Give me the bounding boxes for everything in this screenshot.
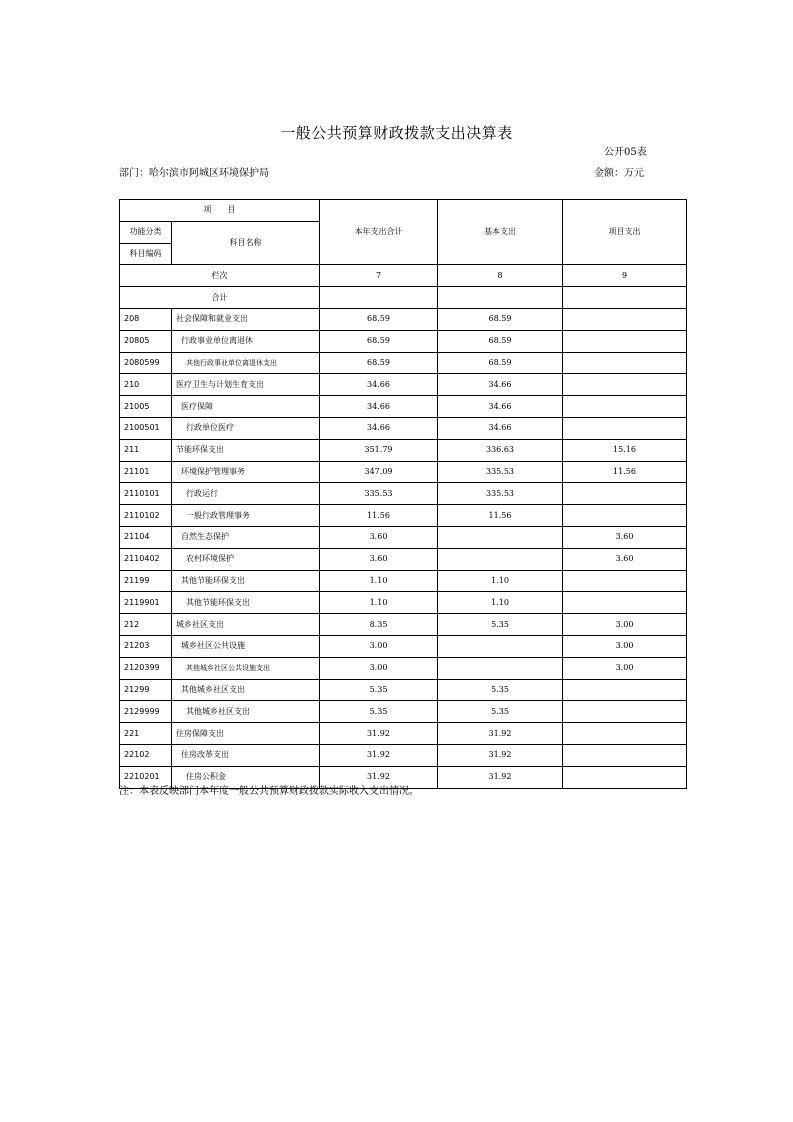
row-name: 自然生态保护 — [172, 526, 320, 548]
table-row — [120, 723, 687, 745]
row-code: 221 — [120, 723, 172, 745]
row-name: 城乡社区支出 — [172, 614, 320, 636]
table-row — [120, 657, 687, 679]
row-total: 3.60 — [320, 526, 438, 548]
row-total: 68.59 — [320, 330, 438, 352]
table-note: 注：本表反映部门本年度一般公共预算财政拨款实际收入支出情况。 — [119, 786, 419, 797]
table-row — [120, 374, 687, 396]
table-row — [120, 679, 687, 701]
table-row — [120, 635, 687, 657]
row-basic: 31.92 — [438, 766, 563, 788]
row-project: 3.60 — [563, 548, 687, 570]
sum-total — [320, 287, 438, 309]
row-project — [563, 744, 687, 766]
row-project — [563, 592, 687, 614]
row-name: 行政单位医疗 — [172, 417, 320, 439]
row-total: 3.00 — [320, 657, 438, 679]
table-row — [120, 483, 687, 505]
row-basic: 68.59 — [438, 308, 563, 330]
form-number: 公开05表 — [604, 147, 647, 158]
row-total: 68.59 — [320, 352, 438, 374]
row-project: 15.16 — [563, 439, 687, 461]
row-name: 其他节能环保支出 — [172, 592, 320, 614]
row-index-label: 栏次 — [120, 265, 320, 287]
row-total: 1.10 — [320, 592, 438, 614]
page-title: 一般公共预算财政拨款支出决算表 — [280, 124, 513, 142]
table-row — [120, 614, 687, 636]
row-project — [563, 330, 687, 352]
row-project — [563, 417, 687, 439]
row-project — [563, 723, 687, 745]
row-code: 21005 — [120, 396, 172, 418]
row-total: 351.79 — [320, 439, 438, 461]
row-total: 34.66 — [320, 396, 438, 418]
func-code-header-2: 科目编码 — [120, 243, 172, 265]
row-code: 22102 — [120, 744, 172, 766]
table-row — [120, 439, 687, 461]
row-project: 3.60 — [563, 526, 687, 548]
row-name: 其他城乡社区支出 — [172, 701, 320, 723]
row-code: 211 — [120, 439, 172, 461]
sum-project — [563, 287, 687, 309]
row-basic — [438, 635, 563, 657]
row-basic: 5.35 — [438, 679, 563, 701]
row-project — [563, 570, 687, 592]
row-total: 1.10 — [320, 570, 438, 592]
row-project — [563, 766, 687, 788]
row-code: 20805 — [120, 330, 172, 352]
row-name: 医疗保障 — [172, 396, 320, 418]
index-project: 9 — [563, 265, 687, 287]
row-total: 8.35 — [320, 614, 438, 636]
row-code: 2119901 — [120, 592, 172, 614]
row-total: 335.53 — [320, 483, 438, 505]
row-basic: 336.63 — [438, 439, 563, 461]
row-total: 5.35 — [320, 679, 438, 701]
row-project: 3.00 — [563, 614, 687, 636]
row-basic: 1.10 — [438, 570, 563, 592]
row-code: 21101 — [120, 461, 172, 483]
table-row — [120, 570, 687, 592]
row-project — [563, 483, 687, 505]
sum-label: 合计 — [120, 287, 320, 309]
row-basic: 31.92 — [438, 723, 563, 745]
row-code: 2210201 — [120, 766, 172, 788]
row-basic: 335.53 — [438, 483, 563, 505]
row-code: 21299 — [120, 679, 172, 701]
table-row — [120, 461, 687, 483]
row-name: 节能环保支出 — [172, 439, 320, 461]
row-name: 其他城乡社区公共设施支出 — [172, 657, 320, 679]
index-total: 7 — [320, 265, 438, 287]
row-project: 3.00 — [563, 635, 687, 657]
subject-name-header: 科目名称 — [172, 221, 320, 265]
row-code: 21203 — [120, 635, 172, 657]
row-code: 2110102 — [120, 505, 172, 527]
row-basic: 5.35 — [438, 701, 563, 723]
row-name: 环境保护管理事务 — [172, 461, 320, 483]
row-code: 2100501 — [120, 417, 172, 439]
row-project: 3.00 — [563, 657, 687, 679]
header-row-1 — [120, 200, 687, 222]
table-row — [120, 396, 687, 418]
col-total-header: 本年支出合计 — [320, 200, 438, 265]
row-name: 住房保障支出 — [172, 723, 320, 745]
row-name: 医疗卫生与计划生育支出 — [172, 374, 320, 396]
row-basic: 31.92 — [438, 744, 563, 766]
row-code: 208 — [120, 308, 172, 330]
row-code: 210 — [120, 374, 172, 396]
table-row — [120, 526, 687, 548]
table-row — [120, 330, 687, 352]
row-project — [563, 396, 687, 418]
table-row — [120, 701, 687, 723]
table-row — [120, 417, 687, 439]
row-code: 2080599 — [120, 352, 172, 374]
row-basic: 34.66 — [438, 396, 563, 418]
row-name: 其他节能环保支出 — [172, 570, 320, 592]
row-project — [563, 374, 687, 396]
row-total: 68.59 — [320, 308, 438, 330]
row-basic — [438, 548, 563, 570]
table-row — [120, 744, 687, 766]
row-code: 21104 — [120, 526, 172, 548]
row-basic — [438, 657, 563, 679]
row-name: 农村环境保护 — [172, 548, 320, 570]
row-total: 31.92 — [320, 766, 438, 788]
row-code: 21199 — [120, 570, 172, 592]
row-code: 2110101 — [120, 483, 172, 505]
row-name: 住房公积金 — [172, 766, 320, 788]
row-name: 其他城乡社区支出 — [172, 679, 320, 701]
row-name: 城乡社区公共设施 — [172, 635, 320, 657]
row-basic: 34.66 — [438, 417, 563, 439]
row-basic — [438, 526, 563, 548]
row-basic: 34.66 — [438, 374, 563, 396]
table-row — [120, 308, 687, 330]
row-basic: 335.53 — [438, 461, 563, 483]
row-basic: 68.59 — [438, 352, 563, 374]
row-name: 一般行政管理事务 — [172, 505, 320, 527]
row-code: 212 — [120, 614, 172, 636]
row-total: 11.56 — [320, 505, 438, 527]
sum-row — [120, 287, 687, 309]
row-project — [563, 308, 687, 330]
row-name: 行政事业单位离退休 — [172, 330, 320, 352]
index-basic: 8 — [438, 265, 563, 287]
expenditure-table — [119, 199, 687, 789]
row-total: 34.66 — [320, 417, 438, 439]
row-name: 其他行政事业单位离退休支出 — [172, 352, 320, 374]
row-name: 行政运行 — [172, 483, 320, 505]
row-total: 3.00 — [320, 635, 438, 657]
unit-label: 金额：万元 — [594, 168, 644, 179]
row-total: 347.09 — [320, 461, 438, 483]
table-row — [120, 505, 687, 527]
table-row — [120, 592, 687, 614]
row-total: 31.92 — [320, 723, 438, 745]
department-label: 部门：哈尔滨市阿城区环境保护局 — [119, 168, 269, 179]
row-code: 2129999 — [120, 701, 172, 723]
row-code: 2110402 — [120, 548, 172, 570]
row-basic: 5.35 — [438, 614, 563, 636]
func-code-header: 功能分类 — [120, 221, 172, 243]
row-project — [563, 505, 687, 527]
row-name: 社会保障和就业支出 — [172, 308, 320, 330]
project-header: 项 目 — [120, 200, 320, 222]
row-total: 5.35 — [320, 701, 438, 723]
row-total: 31.92 — [320, 744, 438, 766]
row-project — [563, 701, 687, 723]
index-row — [120, 265, 687, 287]
row-total: 34.66 — [320, 374, 438, 396]
table-row — [120, 352, 687, 374]
row-project — [563, 352, 687, 374]
sum-basic — [438, 287, 563, 309]
table-row — [120, 548, 687, 570]
row-project — [563, 679, 687, 701]
row-total: 3.60 — [320, 548, 438, 570]
row-code: 2120399 — [120, 657, 172, 679]
row-project: 11.56 — [563, 461, 687, 483]
row-basic: 1.10 — [438, 592, 563, 614]
col-project-header: 项目支出 — [563, 200, 687, 265]
row-basic: 68.59 — [438, 330, 563, 352]
col-basic-header: 基本支出 — [438, 200, 563, 265]
row-name: 住房改革支出 — [172, 744, 320, 766]
row-basic: 11.56 — [438, 505, 563, 527]
